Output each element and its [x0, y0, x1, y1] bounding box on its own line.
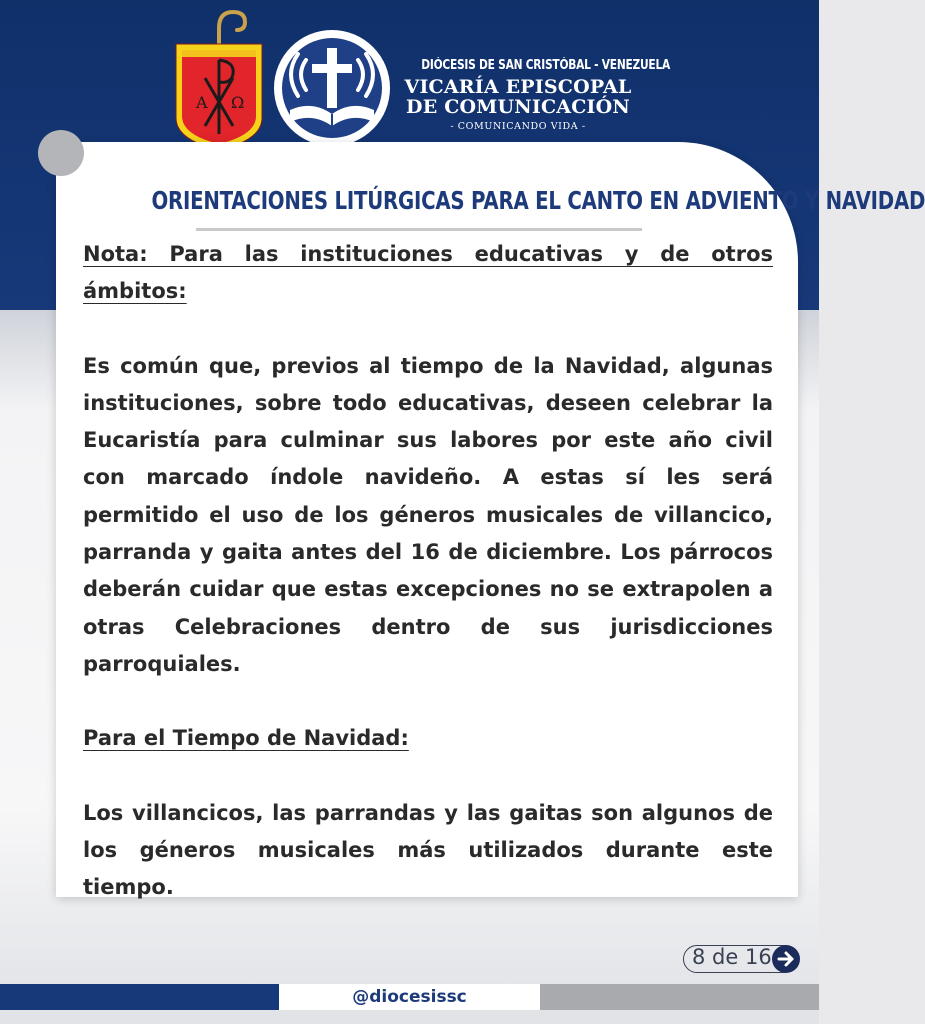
- diocese-crest-logo: [173, 8, 265, 158]
- crest-omega: Ω: [231, 93, 245, 112]
- section-heading: Para el Tiempo de Navidad:: [83, 726, 409, 751]
- nota-heading: Nota: Para las instituciones educativas y de otros ámbitos:: [83, 242, 773, 304]
- crest-alpha: A: [196, 93, 208, 112]
- arrow-right-icon[interactable]: [772, 945, 800, 973]
- title-divider: [196, 228, 642, 231]
- footer-handle[interactable]: @diocesissc: [279, 984, 540, 1010]
- document-title: ORIENTACIONES LITÚRGICAS PARA EL CANTO EN ADVIENTO Y NAVIDAD: [151, 186, 925, 215]
- organization-name-block: [400, 58, 671, 132]
- page-indicator[interactable]: [683, 944, 801, 974]
- vicaria-title-line2: DE COMUNICACIÓN: [406, 96, 630, 118]
- page-indicator-label: 8 de 16: [692, 945, 772, 969]
- diocese-name: DIÓCESIS DE SAN CRISTÓBAL - VENEZUELA: [421, 58, 671, 73]
- tagline: - COMUNICANDO VIDA -: [450, 121, 586, 132]
- vicaria-title-line1: VICARÍA EPISCOPAL: [404, 76, 632, 98]
- footer-base: [0, 1010, 819, 1024]
- footer-bar-right: [540, 984, 819, 1010]
- document-body: [83, 236, 773, 906]
- decorative-circle: [38, 130, 84, 176]
- communication-logo: [270, 28, 395, 148]
- paragraph-1: Es común que, previos al tiempo de la Navidad, algunas instituciones, sobre todo educativas, deseen celebrar la Eucaristía para culminar sus labores por este año civil con marcado índole navideño. A estas sí les será permitido el uso de los géneros musicales de villancico, parranda y gaita antes del 16 de diciembre. Los párrocos deberán cuidar que estas excepciones no se extrapolen a otras Celebraciones dentro de sus jurisdicciones parroquiales.: [83, 353, 773, 676]
- footer-bar-left: [0, 984, 279, 1010]
- paragraph-2: Los villancicos, las parrandas y las gaitas son algunos de los géneros musicales más utilizados durante este tiempo.: [83, 800, 773, 900]
